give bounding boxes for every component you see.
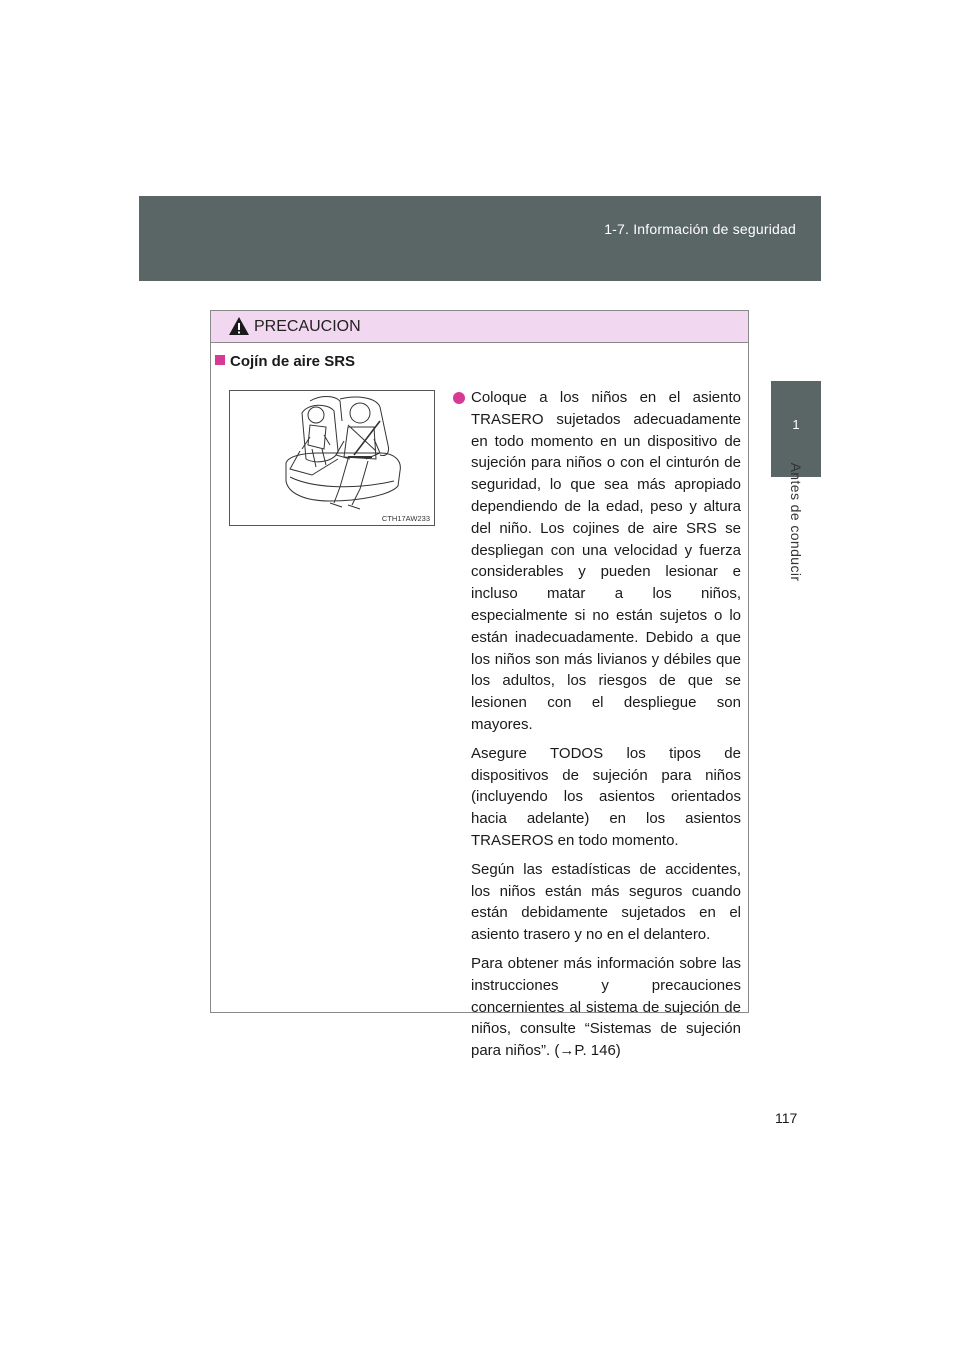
child-seat-illustration: [229, 390, 435, 526]
round-bullet-icon: [453, 392, 465, 404]
paragraph-1-text: Coloque a los niños en el asiento TRASERO sujetados adecuadamente en todo momento en un dispositivo de sujeción para niños o con el cinturón de seguridad, lo que sea más apropiado dependiendo de la edad, peso y altura del niño. Los cojines de aire SRS se despliegan con una velocidad y fuerza considerables y pueden lesionar e incluso matar a los niños, especialmente si no están sujetos o lo están inadecuadamente. Debido a que los niños son más livianos y débiles que los adultos, los riesgos de que se lesionen con el despliegue son mayores.: [471, 389, 741, 733]
header-band: [139, 196, 821, 281]
subheading-text: Cojín de aire SRS: [230, 353, 356, 370]
warning-triangle-icon: [228, 316, 250, 336]
chapter-number: 1: [792, 417, 800, 432]
paragraph-1: [451, 387, 741, 736]
chapter-label: Antes de conducir: [788, 462, 804, 582]
children-in-rear-seat-drawing: [230, 391, 434, 525]
caution-subheading: [215, 353, 355, 370]
square-bullet-icon: [215, 355, 225, 365]
paragraph-2: Asegure TODOS los tipos de dispositivos de sujeción para niños (incluyendo los asientos orientados hacia adelante) en los asientos TRASEROS en todo momento.: [471, 744, 741, 849]
section-title: 1-7. Información de seguridad: [604, 221, 796, 237]
caution-title: PRECAUCION: [254, 318, 361, 335]
caution-header: [211, 311, 748, 343]
caution-box: [210, 310, 749, 1060]
paragraph-3: Según las estadísticas de accidentes, los niños están más seguros cuando están debidamente sujetados en el asiento trasero y no en el delantero.: [471, 860, 741, 944]
figure-code: CTH17AW233: [381, 514, 430, 523]
caution-text: [451, 387, 741, 1069]
page-number: 117: [775, 1110, 798, 1126]
paragraph-4: Para obtener más información sobre las instrucciones y precauciones concernientes al sistema de sujeción de niños, consulte “Sistemas de sujeción para niños”. (→P. 146): [471, 954, 741, 1060]
